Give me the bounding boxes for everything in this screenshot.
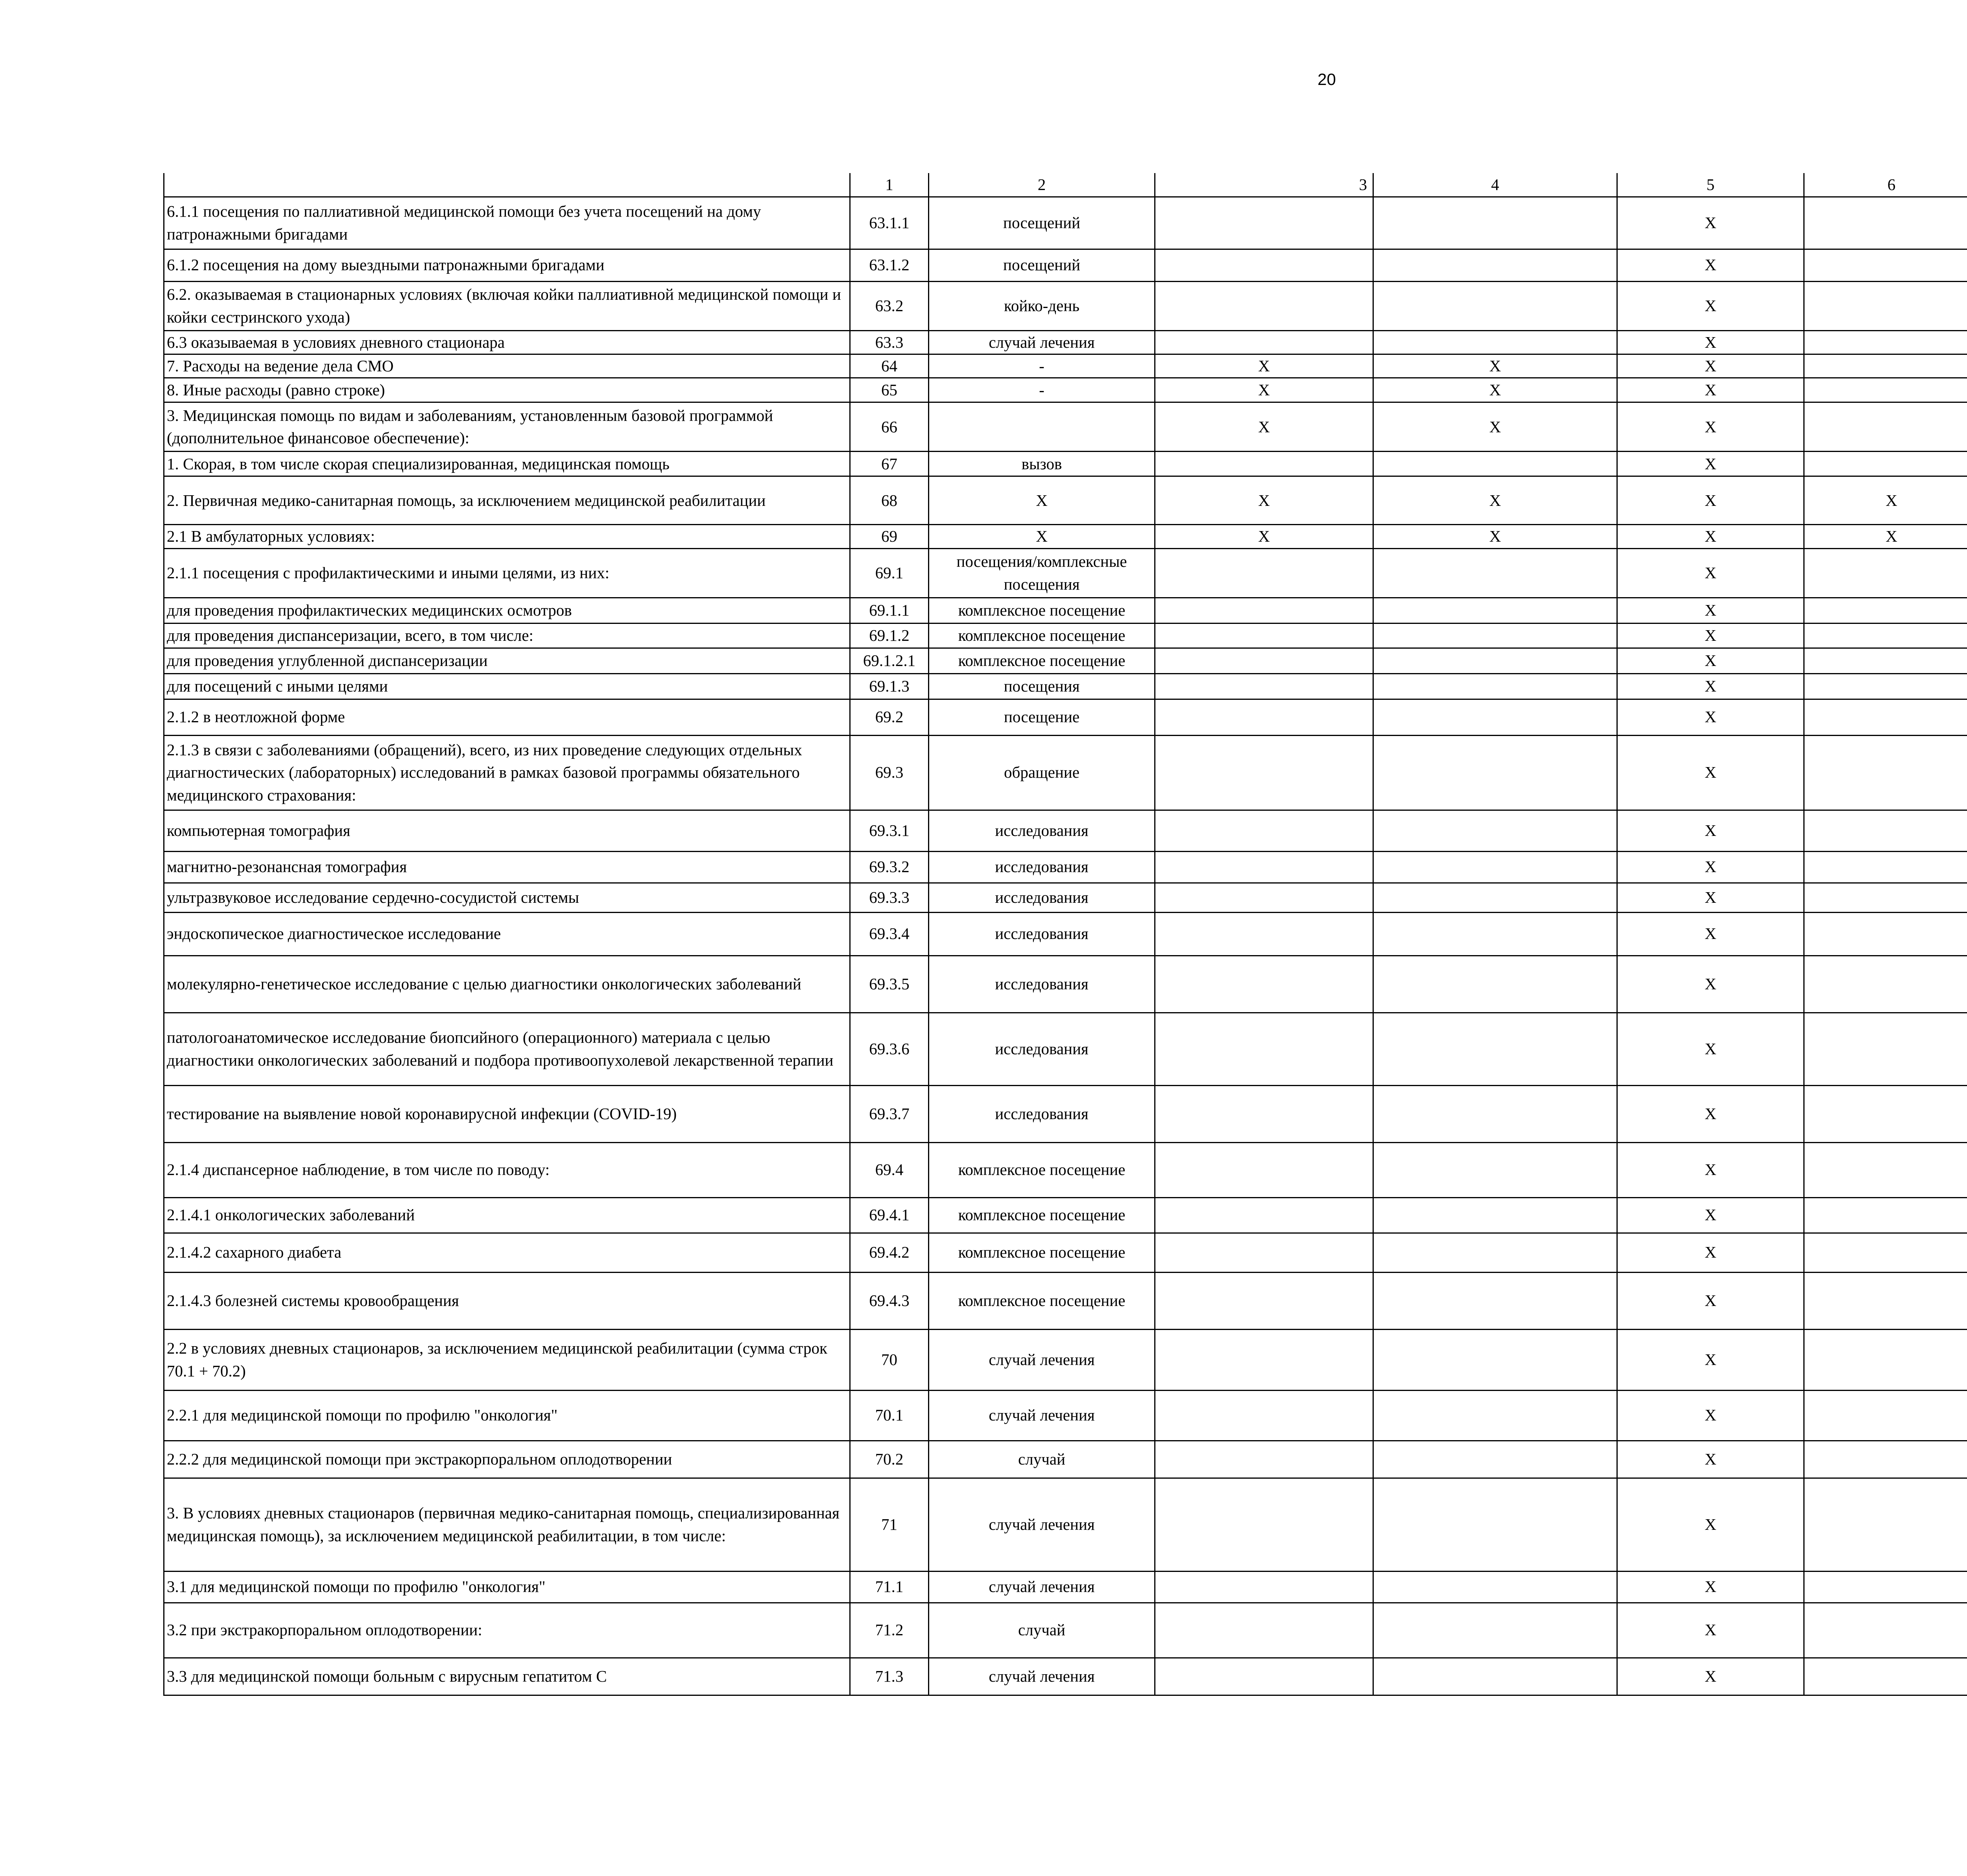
row-name-cell: 3.1 для медицинской помощи по профилю "онкология"	[164, 1571, 850, 1603]
col-6-cell	[1804, 1085, 1967, 1142]
col-5-cell: X	[1617, 452, 1804, 476]
col-3-cell	[1155, 1658, 1373, 1695]
col-5-cell: X	[1617, 851, 1804, 883]
row-code-cell: 63.1.2	[850, 249, 929, 281]
unit-cell: случай лечения	[929, 1658, 1155, 1695]
col-5-cell: X	[1617, 1142, 1804, 1197]
table-row	[164, 1603, 1967, 1658]
col-4-cell	[1373, 623, 1617, 648]
row-name-cell: для проведения углубленной диспансеризации	[164, 648, 850, 673]
row-code-cell: 69.4.1	[850, 1197, 929, 1233]
unit-cell: посещений	[929, 249, 1155, 281]
row-code-cell: 69.1	[850, 548, 929, 598]
col-5-cell: X	[1617, 1197, 1804, 1233]
col-4-cell	[1373, 810, 1617, 851]
col-6-cell	[1804, 1142, 1967, 1197]
table-row	[164, 402, 1967, 452]
table-row	[164, 623, 1967, 648]
col-3-cell	[1155, 623, 1373, 648]
col-6-cell	[1804, 598, 1967, 623]
unit-cell: случай лечения	[929, 1571, 1155, 1603]
col-5-cell: X	[1617, 1013, 1804, 1085]
col-6-cell	[1804, 912, 1967, 956]
col-6-cell	[1804, 1658, 1967, 1695]
row-name-cell: для посещений с иными целями	[164, 673, 850, 699]
col-5-cell: X	[1617, 525, 1804, 548]
unit-cell: -	[929, 378, 1155, 402]
col-6-cell	[1804, 1013, 1967, 1085]
row-name-cell: 2.1.4.1 онкологических заболеваний	[164, 1197, 850, 1233]
row-name-cell: для проведения профилактических медицинских осмотров	[164, 598, 850, 623]
col-3-cell: X	[1155, 476, 1373, 525]
col-5-cell: X	[1617, 354, 1804, 378]
col-6-cell	[1804, 452, 1967, 476]
row-code-cell: 69.3.2	[850, 851, 929, 883]
row-code-cell: 69.3.4	[850, 912, 929, 956]
col-6-cell	[1804, 851, 1967, 883]
row-name-cell: 3.3 для медицинской помощи больным с вирусным гепатитом С	[164, 1658, 850, 1695]
col-6-cell	[1804, 1233, 1967, 1272]
col-4-cell	[1373, 1013, 1617, 1085]
table-row	[164, 525, 1967, 548]
col-3-cell	[1155, 810, 1373, 851]
col-5-cell: X	[1617, 249, 1804, 281]
col-5-cell: X	[1617, 956, 1804, 1013]
row-code-cell: 64	[850, 354, 929, 378]
unit-cell: случай лечения	[929, 1390, 1155, 1441]
table-row	[164, 378, 1967, 402]
col-3-cell	[1155, 735, 1373, 810]
col-6-cell	[1804, 281, 1967, 330]
col-6-cell	[1804, 548, 1967, 598]
col-4-cell	[1373, 673, 1617, 699]
col-4-cell: X	[1373, 378, 1617, 402]
row-name-cell: 6.1.1 посещения по паллиативной медицинской помощи без учета посещений на дому патронажными бригадами	[164, 197, 850, 249]
col-6-cell	[1804, 1603, 1967, 1658]
col-5-cell: X	[1617, 197, 1804, 249]
col-6-cell	[1804, 1441, 1967, 1478]
unit-cell: X	[929, 525, 1155, 548]
data-table	[163, 173, 1967, 1696]
col-3-cell	[1155, 249, 1373, 281]
row-name-cell: 2. Первичная медико-санитарная помощь, за исключением медицинской реабилитации	[164, 476, 850, 525]
unit-cell: комплексное посещение	[929, 1142, 1155, 1197]
unit-cell: комплексное посещение	[929, 1197, 1155, 1233]
col-3-cell	[1155, 1571, 1373, 1603]
col-6-cell	[1804, 623, 1967, 648]
unit-cell: случай лечения	[929, 1478, 1155, 1571]
header-cell-2: 2	[929, 173, 1155, 197]
unit-cell: комплексное посещение	[929, 623, 1155, 648]
row-name-cell: 3. Медицинская помощь по видам и заболеваниям, установленным базовой программой (дополнительное финансовое обеспечение):	[164, 402, 850, 452]
header-cell-5: 5	[1617, 173, 1804, 197]
table-row	[164, 735, 1967, 810]
col-4-cell	[1373, 648, 1617, 673]
row-name-cell: 2.2.1 для медицинской помощи по профилю "онкология"	[164, 1390, 850, 1441]
unit-cell: комплексное посещение	[929, 1272, 1155, 1329]
col-3-cell	[1155, 598, 1373, 623]
row-code-cell: 68	[850, 476, 929, 525]
col-4-cell	[1373, 1478, 1617, 1571]
col-6-cell	[1804, 1478, 1967, 1571]
col-6-cell: X	[1804, 525, 1967, 548]
col-4-cell	[1373, 699, 1617, 735]
col-6-cell	[1804, 735, 1967, 810]
col-5-cell: X	[1617, 598, 1804, 623]
unit-cell: случай	[929, 1603, 1155, 1658]
row-code-cell: 69.2	[850, 699, 929, 735]
row-name-cell: 3.2 при экстракорпоральном оплодотворении:	[164, 1603, 850, 1658]
row-name-cell: молекулярно-генетическое исследование с целью диагностики онкологических заболеваний	[164, 956, 850, 1013]
row-name-cell: 1. Скорая, в том числе скорая специализированная, медицинская помощь	[164, 452, 850, 476]
col-4-cell	[1373, 1658, 1617, 1695]
table-row	[164, 956, 1967, 1013]
col-3-cell	[1155, 912, 1373, 956]
row-name-cell: 2.2.2 для медицинской помощи при экстракорпоральном оплодотворении	[164, 1441, 850, 1478]
page-number: 20	[1317, 70, 1336, 89]
unit-cell: вызов	[929, 452, 1155, 476]
col-5-cell: X	[1617, 476, 1804, 525]
col-5-cell: X	[1617, 402, 1804, 452]
row-code-cell: 63.3	[850, 330, 929, 354]
row-name-cell: 2.1 В амбулаторных условиях:	[164, 525, 850, 548]
row-name-cell: компьютерная томография	[164, 810, 850, 851]
col-5-cell: X	[1617, 735, 1804, 810]
col-3-cell	[1155, 648, 1373, 673]
col-3-cell	[1155, 1603, 1373, 1658]
row-code-cell: 71	[850, 1478, 929, 1571]
row-code-cell: 69.3	[850, 735, 929, 810]
row-code-cell: 71.2	[850, 1603, 929, 1658]
row-code-cell: 70.2	[850, 1441, 929, 1478]
table-row	[164, 1658, 1967, 1695]
col-4-cell	[1373, 1441, 1617, 1478]
col-4-cell	[1373, 548, 1617, 598]
row-code-cell: 66	[850, 402, 929, 452]
col-5-cell: X	[1617, 1658, 1804, 1695]
col-3-cell: X	[1155, 525, 1373, 548]
col-3-cell	[1155, 1390, 1373, 1441]
col-3-cell	[1155, 673, 1373, 699]
col-6-cell	[1804, 648, 1967, 673]
table-row	[164, 673, 1967, 699]
col-6-cell	[1804, 402, 1967, 452]
row-name-cell: 6.2. оказываемая в стационарных условиях (включая койки паллиативной медицинской помощи и койки сестринского ухода)	[164, 281, 850, 330]
col-3-cell	[1155, 883, 1373, 912]
col-4-cell	[1373, 1272, 1617, 1329]
col-6-cell	[1804, 378, 1967, 402]
row-name-cell: 8. Иные расходы (равно строке)	[164, 378, 850, 402]
col-6-cell	[1804, 1329, 1967, 1390]
col-3-cell: X	[1155, 402, 1373, 452]
row-code-cell: 69.4	[850, 1142, 929, 1197]
row-code-cell: 69.3.1	[850, 810, 929, 851]
row-name-cell: эндоскопическое диагностическое исследование	[164, 912, 850, 956]
col-3-cell	[1155, 1441, 1373, 1478]
col-4-cell: X	[1373, 525, 1617, 548]
col-5-cell: X	[1617, 330, 1804, 354]
row-name-cell: 2.2 в условиях дневных стационаров, за исключением медицинской реабилитации (сумма строк 70.1 + 70.2)	[164, 1329, 850, 1390]
col-6-cell	[1804, 354, 1967, 378]
col-3-cell	[1155, 1142, 1373, 1197]
col-6-cell	[1804, 1197, 1967, 1233]
col-3-cell	[1155, 197, 1373, 249]
row-code-cell: 69.4.2	[850, 1233, 929, 1272]
table-row	[164, 330, 1967, 354]
unit-cell: исследования	[929, 1085, 1155, 1142]
col-4-cell	[1373, 956, 1617, 1013]
col-5-cell: X	[1617, 883, 1804, 912]
col-3-cell	[1155, 1329, 1373, 1390]
col-3-cell	[1155, 956, 1373, 1013]
unit-cell: койко-день	[929, 281, 1155, 330]
header-cell-6: 6	[1804, 173, 1967, 197]
unit-cell: исследования	[929, 810, 1155, 851]
col-6-cell	[1804, 673, 1967, 699]
unit-cell: исследования	[929, 912, 1155, 956]
col-4-cell	[1373, 249, 1617, 281]
row-code-cell: 69.3.3	[850, 883, 929, 912]
row-code-cell: 69	[850, 525, 929, 548]
col-5-cell: X	[1617, 281, 1804, 330]
table-row	[164, 1571, 1967, 1603]
col-4-cell	[1373, 281, 1617, 330]
table-row	[164, 1013, 1967, 1085]
row-name-cell: для проведения диспансеризации, всего, в том числе:	[164, 623, 850, 648]
col-5-cell: X	[1617, 1441, 1804, 1478]
row-name-cell: ультразвуковое исследование сердечно-сосудистой системы	[164, 883, 850, 912]
header-row	[164, 173, 1967, 197]
col-3-cell	[1155, 548, 1373, 598]
col-6-cell	[1804, 1571, 1967, 1603]
col-6-cell	[1804, 1272, 1967, 1329]
row-name-cell: 3. В условиях дневных стационаров (первичная медико-санитарная помощь, специализированная медицинская помощь), за исключением медицинской реабилитации, в том числе:	[164, 1478, 850, 1571]
col-3-cell	[1155, 281, 1373, 330]
table-row	[164, 476, 1967, 525]
col-4-cell	[1373, 851, 1617, 883]
col-6-cell	[1804, 1390, 1967, 1441]
row-code-cell: 63.2	[850, 281, 929, 330]
col-3-cell	[1155, 1478, 1373, 1571]
row-name-cell: 2.1.1 посещения с профилактическими и иными целями, из них:	[164, 548, 850, 598]
col-4-cell	[1373, 1390, 1617, 1441]
unit-cell: исследования	[929, 1013, 1155, 1085]
col-4-cell: X	[1373, 402, 1617, 452]
table-row	[164, 1085, 1967, 1142]
col-3-cell	[1155, 1085, 1373, 1142]
row-name-cell: патологоанатомическое исследование биопсийного (операционного) материала с целью диагностики онкологических заболеваний и подбора противоопухолевой лекарственной терапии	[164, 1013, 850, 1085]
col-5-cell: X	[1617, 1603, 1804, 1658]
unit-cell: посещений	[929, 197, 1155, 249]
table-row	[164, 452, 1967, 476]
col-5-cell: X	[1617, 673, 1804, 699]
col-3-cell	[1155, 1013, 1373, 1085]
table-row	[164, 1390, 1967, 1441]
row-name-cell: 7. Расходы на ведение дела СМО	[164, 354, 850, 378]
col-3-cell	[1155, 1197, 1373, 1233]
col-6-cell	[1804, 197, 1967, 249]
unit-cell: посещения	[929, 673, 1155, 699]
table-row	[164, 699, 1967, 735]
table-row	[164, 598, 1967, 623]
col-6-cell: X	[1804, 476, 1967, 525]
col-6-cell	[1804, 956, 1967, 1013]
header-cell-4: 4	[1373, 173, 1617, 197]
row-code-cell: 69.1.2	[850, 623, 929, 648]
table-row	[164, 1272, 1967, 1329]
col-6-cell	[1804, 883, 1967, 912]
col-5-cell: X	[1617, 1085, 1804, 1142]
col-5-cell: X	[1617, 1571, 1804, 1603]
col-4-cell: X	[1373, 476, 1617, 525]
row-name-cell: тестирование на выявление новой коронавирусной инфекции (COVID-19)	[164, 1085, 850, 1142]
row-code-cell: 71.3	[850, 1658, 929, 1695]
unit-cell: исследования	[929, 883, 1155, 912]
col-4-cell	[1373, 598, 1617, 623]
col-4-cell	[1373, 912, 1617, 956]
col-4-cell	[1373, 1142, 1617, 1197]
col-4-cell	[1373, 1197, 1617, 1233]
col-4-cell	[1373, 452, 1617, 476]
table-row	[164, 249, 1967, 281]
row-name-cell: 6.1.2 посещения на дому выездными патронажными бригадами	[164, 249, 850, 281]
header-cell-3: 3	[1155, 173, 1373, 197]
table-row	[164, 851, 1967, 883]
row-code-cell: 69.1.2.1	[850, 648, 929, 673]
table-row	[164, 912, 1967, 956]
table-row	[164, 883, 1967, 912]
unit-cell: исследования	[929, 956, 1155, 1013]
col-6-cell	[1804, 249, 1967, 281]
row-code-cell: 69.3.5	[850, 956, 929, 1013]
col-6-cell	[1804, 330, 1967, 354]
header-cell-name	[164, 173, 850, 197]
col-4-cell	[1373, 1233, 1617, 1272]
col-4-cell	[1373, 1329, 1617, 1390]
unit-cell: случай	[929, 1441, 1155, 1478]
col-5-cell: X	[1617, 1329, 1804, 1390]
unit-cell: комплексное посещение	[929, 648, 1155, 673]
row-code-cell: 70	[850, 1329, 929, 1390]
table-row	[164, 1329, 1967, 1390]
col-3-cell	[1155, 699, 1373, 735]
col-3-cell: X	[1155, 378, 1373, 402]
table-row	[164, 354, 1967, 378]
table-row	[164, 1142, 1967, 1197]
row-name-cell: 6.3 оказываемая в условиях дневного стационара	[164, 330, 850, 354]
col-5-cell: X	[1617, 810, 1804, 851]
row-name-cell: 2.1.2 в неотложной форме	[164, 699, 850, 735]
col-5-cell: X	[1617, 623, 1804, 648]
unit-cell: комплексное посещение	[929, 1233, 1155, 1272]
row-code-cell: 63.1.1	[850, 197, 929, 249]
row-code-cell: 69.1.3	[850, 673, 929, 699]
table-row	[164, 281, 1967, 330]
unit-cell: исследования	[929, 851, 1155, 883]
col-3-cell	[1155, 851, 1373, 883]
row-code-cell: 67	[850, 452, 929, 476]
row-name-cell: магнитно-резонансная томография	[164, 851, 850, 883]
col-4-cell	[1373, 1571, 1617, 1603]
col-5-cell: X	[1617, 699, 1804, 735]
col-3-cell	[1155, 1233, 1373, 1272]
table-row	[164, 197, 1967, 249]
col-4-cell	[1373, 883, 1617, 912]
col-6-cell	[1804, 699, 1967, 735]
unit-cell: посещение	[929, 699, 1155, 735]
table-row	[164, 1197, 1967, 1233]
col-4-cell	[1373, 330, 1617, 354]
col-3-cell	[1155, 330, 1373, 354]
row-name-cell: 2.1.4.2 сахарного диабета	[164, 1233, 850, 1272]
col-5-cell: X	[1617, 1272, 1804, 1329]
row-code-cell: 71.1	[850, 1571, 929, 1603]
row-name-cell: 2.1.3 в связи с заболеваниями (обращений), всего, из них проведение следующих отдельных диагностических (лабораторных) исследований в рамках базовой программы обязательного медицинского страхования:	[164, 735, 850, 810]
unit-cell: X	[929, 476, 1155, 525]
unit-cell: обращение	[929, 735, 1155, 810]
table-row	[164, 810, 1967, 851]
row-code-cell: 69.4.3	[850, 1272, 929, 1329]
col-5-cell: X	[1617, 1478, 1804, 1571]
unit-cell: посещения/комплексные посещения	[929, 548, 1155, 598]
header-cell-1: 1	[850, 173, 929, 197]
table-row	[164, 548, 1967, 598]
row-code-cell: 69.3.6	[850, 1013, 929, 1085]
col-5-cell: X	[1617, 1390, 1804, 1441]
row-code-cell: 69.3.7	[850, 1085, 929, 1142]
row-name-cell: 2.1.4.3 болезней системы кровообращения	[164, 1272, 850, 1329]
col-5-cell: X	[1617, 648, 1804, 673]
col-4-cell	[1373, 735, 1617, 810]
row-name-cell: 2.1.4 диспансерное наблюдение, в том числе по поводу:	[164, 1142, 850, 1197]
col-5-cell: X	[1617, 378, 1804, 402]
col-4-cell: X	[1373, 354, 1617, 378]
col-4-cell	[1373, 1085, 1617, 1142]
col-3-cell	[1155, 452, 1373, 476]
unit-cell	[929, 402, 1155, 452]
row-code-cell: 70.1	[850, 1390, 929, 1441]
col-5-cell: X	[1617, 1233, 1804, 1272]
table-row	[164, 648, 1967, 673]
unit-cell: комплексное посещение	[929, 598, 1155, 623]
table-row	[164, 1233, 1967, 1272]
table-row	[164, 1441, 1967, 1478]
unit-cell: случай лечения	[929, 1329, 1155, 1390]
unit-cell: -	[929, 354, 1155, 378]
row-code-cell: 69.1.1	[850, 598, 929, 623]
col-3-cell	[1155, 1272, 1373, 1329]
unit-cell: случай лечения	[929, 330, 1155, 354]
row-code-cell: 65	[850, 378, 929, 402]
col-4-cell	[1373, 197, 1617, 249]
col-3-cell: X	[1155, 354, 1373, 378]
col-5-cell: X	[1617, 912, 1804, 956]
col-5-cell: X	[1617, 548, 1804, 598]
col-6-cell	[1804, 810, 1967, 851]
col-4-cell	[1373, 1603, 1617, 1658]
table-row	[164, 1478, 1967, 1571]
